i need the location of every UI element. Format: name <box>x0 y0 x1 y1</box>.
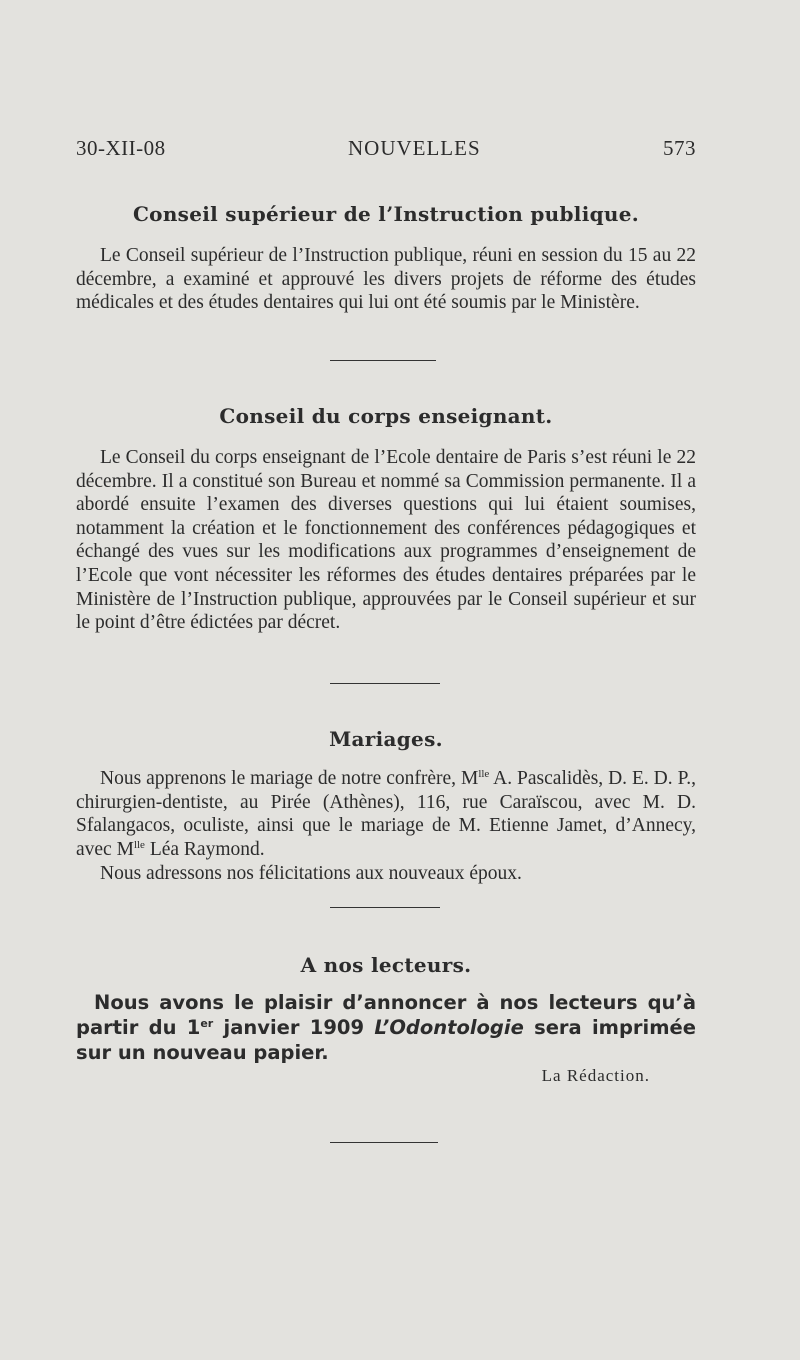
running-header <box>76 136 696 161</box>
paragraph-conseil-corps: Le Conseil du corps enseignant de l’Ecole dentaire de Paris s’est réuni le 22 décembre. Il a constitué son Bureau et nommé sa Commission permanente. Il a abordé ensuite l’examen des diverses questions qui lui étaient soumises, notamment la création et le fonctionnement des conférences pédagogiques et échangé des vues sur les modifications aux programmes d’enseignement de l’Ecole que vont nécessiter les réformes des études dentaires préparées par le Ministère de l’Instruction publique, approuvées par le Conseil supérieur et sur le point d’être édictées par décret. <box>76 447 696 634</box>
paragraph-felicitations: Nous adressons nos félicitations aux nouveaux époux. <box>100 863 522 884</box>
mariages-text-3: Léa Raymond. <box>144 838 265 860</box>
section-title-lecteurs: A nos lecteurs. <box>300 953 472 977</box>
paragraph-mariages <box>76 767 696 861</box>
section-divider <box>330 360 436 361</box>
issue-date: 30-XII-08 <box>76 136 166 160</box>
mariages-sup-1: lle <box>478 768 490 780</box>
section-title-conseil-superieur: Conseil supérieur de l’Instruction publique. <box>132 202 640 226</box>
section-divider <box>330 907 440 908</box>
signature: La Rédaction. <box>541 1066 650 1085</box>
section-divider <box>330 1142 438 1143</box>
lecteurs-text-1: Nous avons le plaisir d’annoncer à nos lecteurs qu’à partir du 1 <box>76 991 696 1039</box>
journal-name: L’Odontologie <box>374 1016 524 1039</box>
lecteurs-text-2: janvier 1909 <box>213 1016 375 1039</box>
paragraph-conseil-superieur: Le Conseil supérieur de l’Instruction publique, réuni en session du 15 au 22 décembre, a examiné et approuvé les divers projets de réforme des études médicales et des études dentaires qui lui ont été soumis par le Ministère. <box>76 245 696 314</box>
lecteurs-text-3: sera imprimée sur un nouveau papier. <box>76 1016 697 1064</box>
lecteurs-sup: er <box>200 1017 214 1030</box>
running-title: NOUVELLES <box>347 136 481 160</box>
section-divider <box>330 683 440 684</box>
paragraph-lecteurs <box>76 990 696 1065</box>
section-title-mariages: Mariages. <box>329 727 443 751</box>
page-number: 573 <box>662 136 696 160</box>
section-title-conseil-corps: Conseil du corps enseignant. <box>219 404 553 428</box>
mariages-text-1: Nous apprenons le mariage de notre confrère, M <box>100 768 479 789</box>
mariages-text-2: A. Pascalidès, D. E. D. P., chirurgien-dentiste, au Pirée (Athènes), 116, rue Caraïscou, avec M. D. Sfalangacos, oculiste, ainsi que le mariage de M. Etienne Jamet, d’Annecy, avec M <box>76 768 696 860</box>
mariages-sup-2: lle <box>133 838 145 851</box>
